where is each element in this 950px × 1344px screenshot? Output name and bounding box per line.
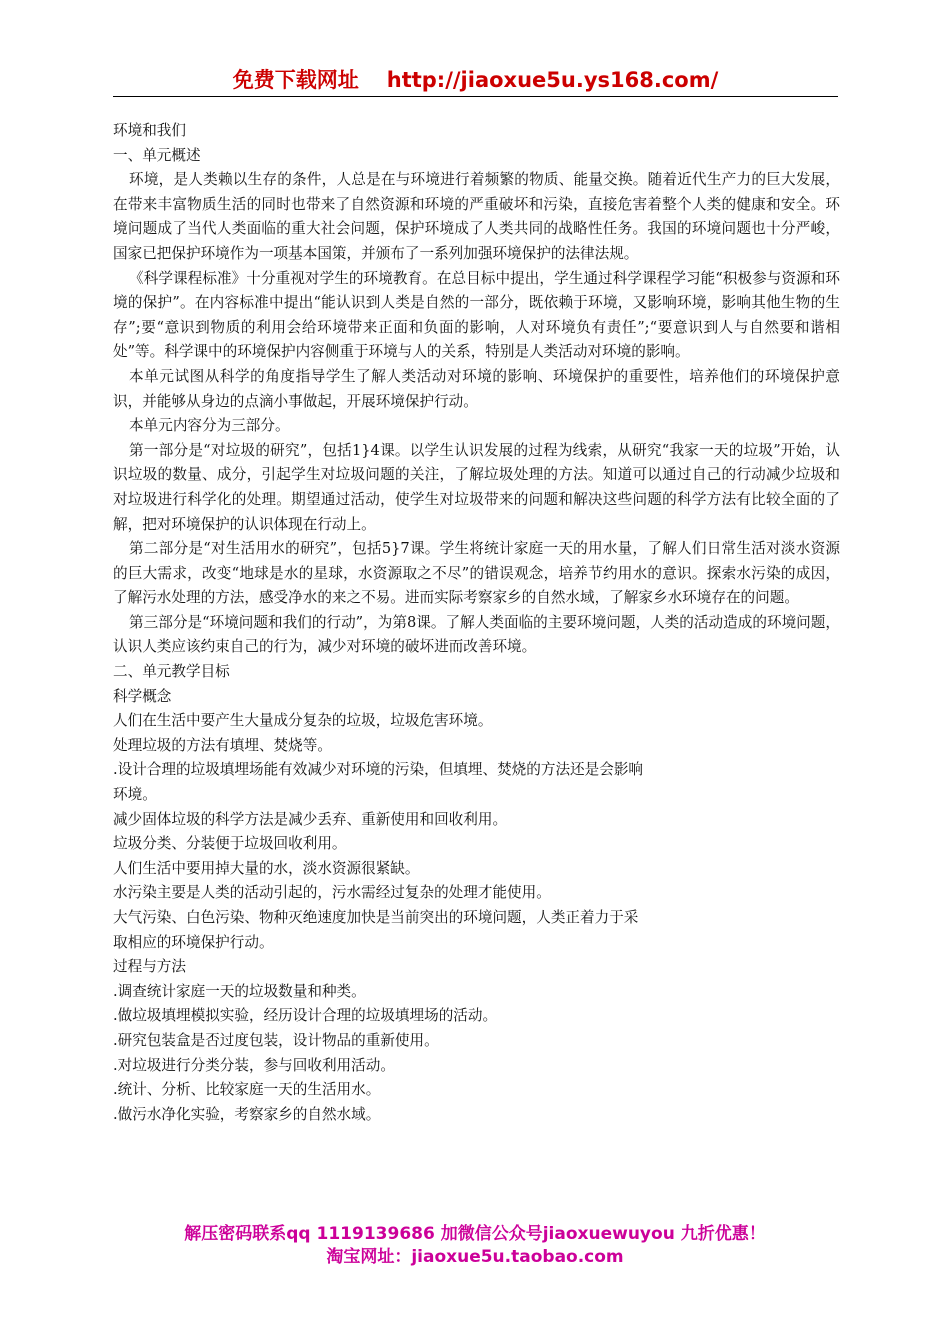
science-concept-heading: 科学概念 (113, 687, 172, 705)
paragraph-1: 环境，是人类赖以生存的条件，人总是在与环境进行着频繁的物质、能量交换。随着近代生产力的巨大发展，在带来丰富物质生活的同时也带来了自然资源和环境的严重破坏和污染，直接危害着整个人类的健康和安全。环境问题成了当代人类面临的重大社会问题，保护环境成了人类共同的战略性任务。我国的环境问题也十分严峻，国家已把保护环境作为一项基本国策，并颁布了一系列加强环境保护的法律法规。 (113, 171, 840, 262)
science-concept-item: 取相应的环境保护行动。 (113, 933, 274, 951)
paragraph-2: 《科学课程标准》十分重视对学生的环境教育。在总目标中提出，学生通过科学课程学习能“积极参与资源和环境的保护”。在内容标准中提出“能认识到人类是自然的一部分，既依赖于环境，又影响环境，影响其他生物的生存”;要“意识到物质的利用会给环境带来正面和负面的影响，人对环境负有责任”;“要意识到人与自然要和谐相处”等。科学课中的环境保护内容侧重于环境与人的关系，特别是人类活动对环境的影响。 (113, 269, 840, 361)
paragraph-7: 第三部分是“环境问题和我们的行动”，为第8课。了解人类面临的主要环境问题，人类的活动造成的环境问题，认识人类应该约束自己的行为，减少对环境的破坏进而改善环境。 (113, 613, 840, 656)
science-concept-item: 处理垃圾的方法有填埋、焚烧等。 (113, 736, 332, 754)
science-concept-item: 人们生活中要用掉大量的水，淡水资源很紧缺。 (113, 859, 420, 877)
paragraph-3: 本单元试图从科学的角度指导学生了解人类活动对环境的影响、环境保护的重要性，培养他们的环境保护意识，并能够从身边的点滴小事做起，开展环境保护行动。 (113, 367, 840, 410)
process-method-item: .对垃圾进行分类分装，参与回收利用活动。 (113, 1056, 395, 1074)
footer-shop-link[interactable]: 淘宝网址：jiaoxue5u.taobao.com (326, 1247, 624, 1267)
process-method-heading: 过程与方法 (113, 958, 186, 976)
science-concept-item: .设计合理的垃圾填埋场能有效减少对环境的污染，但填埋、焚烧的方法还是会影响 (113, 761, 644, 779)
document-body (113, 119, 840, 1127)
page-header (113, 66, 838, 97)
science-concept-item: 大气污染、白色污染、物种灭绝速度加快是当前突出的环境问题，人类正着力于采 (113, 909, 639, 926)
process-method-item: .调查统计家庭一天的垃圾数量和种类。 (113, 982, 366, 1000)
science-concept-item: 垃圾分类、分装便于垃圾回收利用。 (113, 835, 347, 853)
process-method-item: .做污水净化实验，考察家乡的自然水域。 (113, 1105, 381, 1123)
document-title: 环境和我们 (113, 122, 186, 139)
science-concept-item: 减少固体垃圾的科学方法是减少丢弃、重新使用和回收利用。 (113, 810, 508, 828)
science-concept-item: 环境。 (113, 786, 157, 804)
process-method-item: .研究包装盒是否过度包装，设计物品的重新使用。 (113, 1031, 439, 1049)
paragraph-5: 第一部分是“对垃圾的研究”，包括1}4课。以学生认识发展的过程为线索，从研究“我家一天的垃圾”开始，认识垃圾的数量、成分，引起学生对垃圾问题的关注，了解垃圾处理的方法。知道可以通过自己的行动减少垃圾和对垃圾进行科学化的处理。期望通过活动，使学生对垃圾带来的问题和解决这些问题的科学方法有比较全面的了解，把对环境保护的认识体现在行动上。 (113, 441, 840, 533)
header-url-link[interactable]: http://jiaoxue5u.ys168.com/ (386, 68, 719, 92)
science-concept-item: 水污染主要是人类的活动引起的，污水需经过复杂的处理才能使用。 (113, 884, 551, 902)
section-1-heading: 一、单元概述 (113, 146, 201, 164)
paragraph-6: 第二部分是“对生活用水的研究”，包括5}7课。学生将统计家庭一天的用水量，了解人们日常生活对淡水资源的巨大需求，改变“地球是水的星球，水资源取之不尽”的错误观念，培养节约用水的意识。探索水污染的成因，了解污水处理的方法，感受净水的来之不易。进而实际考察家乡的自然水域，了解家乡水环境存在的问题。 (113, 540, 840, 607)
section-2-heading: 二、单元教学目标 (113, 663, 230, 681)
header-label: 免费下载网址 (232, 68, 359, 92)
process-method-item: .统计、分析、比较家庭一天的生活用水。 (113, 1081, 381, 1099)
footer-contact-line: 解压密码联系qq 1119139686 加微信公众号jiaoxuewuyou 九折优惠！ (184, 1224, 766, 1244)
process-method-item: .做垃圾填埋模拟实验，经历设计合理的垃圾填埋场的活动。 (113, 1007, 498, 1025)
science-concept-item: 人们在生活中要产生大量成分复杂的垃圾，垃圾危害环境。 (113, 712, 493, 730)
paragraph-4: 本单元内容分为三部分。 (129, 417, 290, 435)
